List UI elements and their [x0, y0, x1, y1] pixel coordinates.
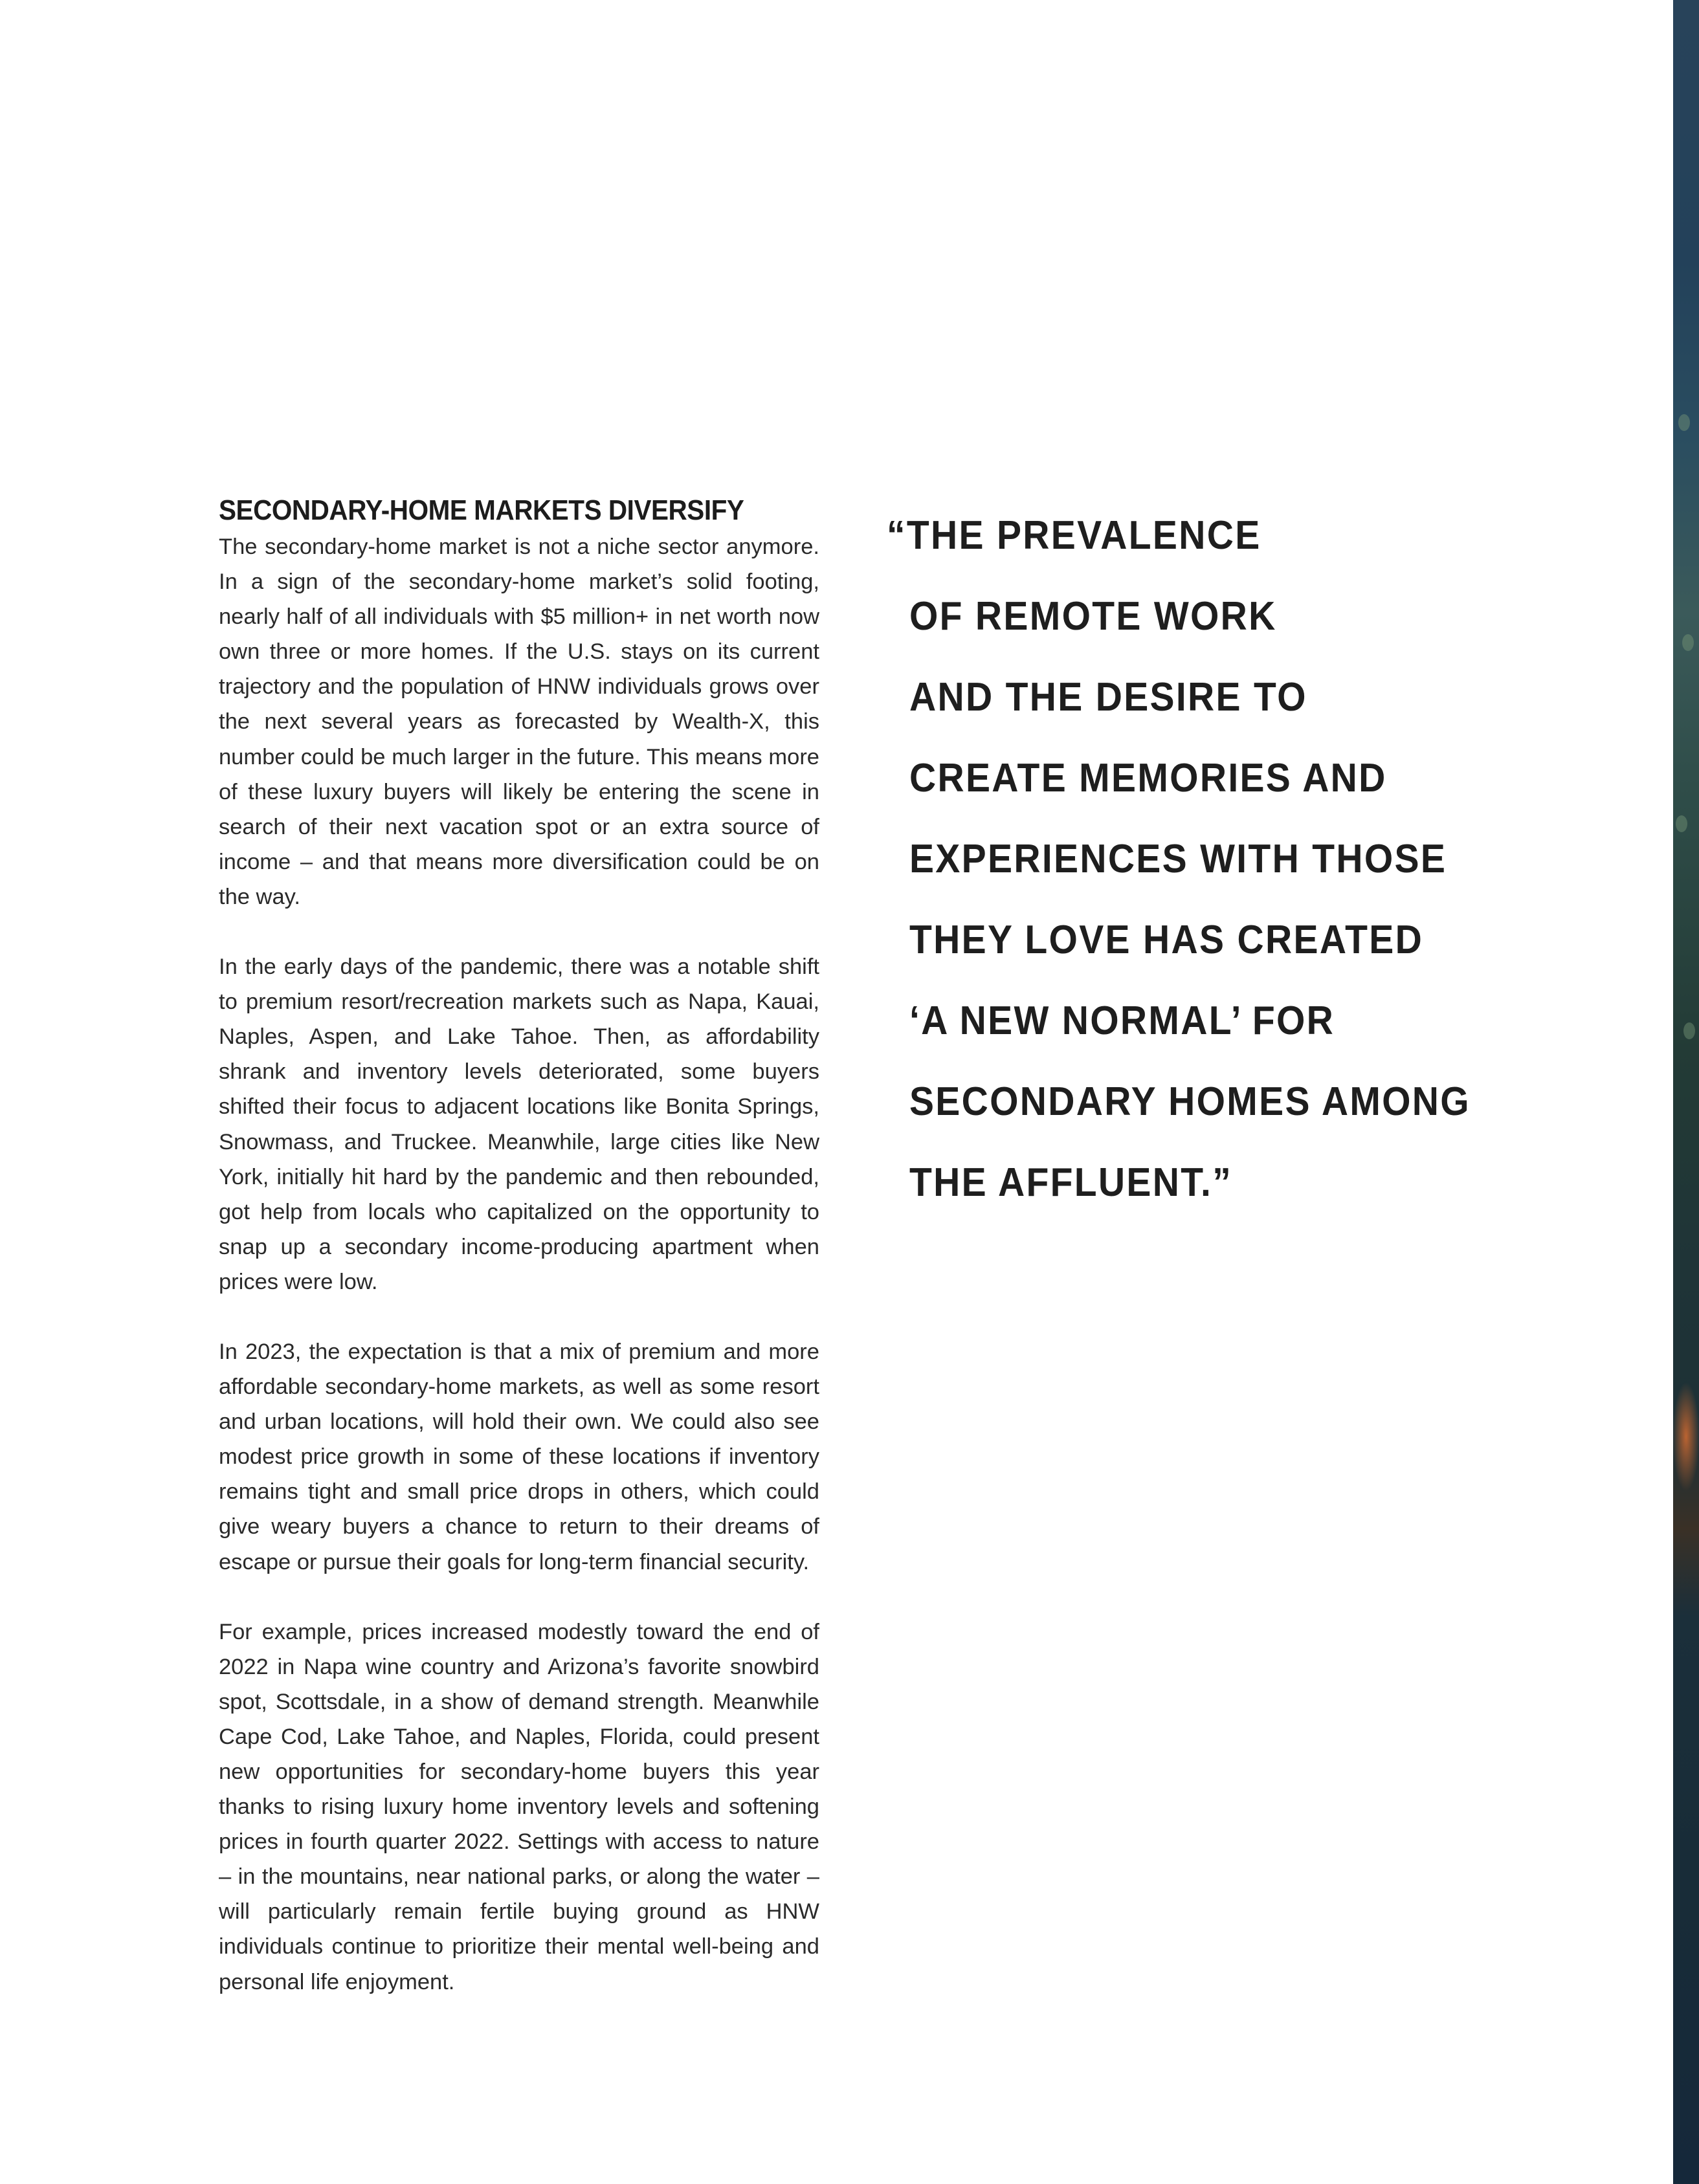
- article-column: [219, 492, 819, 2000]
- body-paragraph: In 2023, the expectation is that a mix of premium and more affordable secondary-home markets, as well as some resort and urban locations, will hold their own. We could also see modest price growth in some of these locations if inventory remains tight and small price drops in others, which could give weary buyers a chance to return to their dreams of escape or pursue their goals for long-term financial security.: [219, 1339, 819, 1574]
- body-paragraph: In the early days of the pandemic, there was a notable shift to premium resort/recreation markets such as Napa, Kauai, Naples, Aspen, and Lake Tahoe. Then, as affordability shrank and inventory levels deteriorated, some buyers shifted their focus to adjacent locations like Bonita Springs, Snowmass, and Truckee. Meanwhile, large cities like New York, initially hit hard by the pandemic and then rebounded, got help from locals who capitalized on the opportunity to snap up a secondary income-producing apartment when prices were low.: [219, 954, 819, 1294]
- body-paragraph: The secondary-home market is not a niche sector anymore. In a sign of the secondary-home market’s solid footing, nearly half of all individuals with $5 million+ in net worth now own three or more homes. If the U.S. stays on its current trajectory and the population of HNW individuals grows over the next several years as forecasted by Wealth-X, this number could be much larger in the future. This means more of these luxury buyers will likely be entering the scene in search of their next vacation spot or an extra source of income – and that means more diversification could be on the way.: [219, 535, 819, 909]
- pull-quote-line: THE AFFLUENT.”: [909, 1160, 1233, 1205]
- pull-quote-line: OF REMOTE WORK: [909, 594, 1277, 639]
- section-heading: SECONDARY-HOME MARKETS DIVERSIFY: [219, 494, 744, 526]
- pull-quote-line: EXPERIENCES WITH THOSE: [909, 837, 1447, 881]
- pull-quote-line: THEY LOVE HAS CREATED: [909, 918, 1424, 962]
- pull-quote-line: CREATE MEMORIES AND: [909, 756, 1387, 800]
- pull-quote-line: SECONDARY HOMES AMONG: [909, 1079, 1471, 1124]
- landscape-photo-edge: [1673, 0, 1699, 2184]
- pull-quote: [887, 495, 1547, 1223]
- pull-quote-line: ‘A NEW NORMAL’ FOR: [909, 998, 1335, 1043]
- body-paragraph: For example, prices increased modestly toward the end of 2022 in Napa wine country and Arizona’s favorite snowbird spot, Scottsdale, in a show of demand strength. Meanwhile Cape Cod, Lake Tahoe, and Naples, Florida, could present new opportunities for secondary-home buyers this year thanks to rising luxury home inventory levels and softening prices in fourth quarter 2022. Settings with access to nature – in the mountains, near national parks, or along the water – will particularly remain fertile buying ground as HNW individuals continue to prioritize their mental well-being and personal life enjoyment.: [219, 1619, 819, 1994]
- pull-quote-line: AND THE DESIRE TO: [909, 675, 1307, 720]
- pull-quote-line: “THE PREVALENCE: [887, 513, 1261, 558]
